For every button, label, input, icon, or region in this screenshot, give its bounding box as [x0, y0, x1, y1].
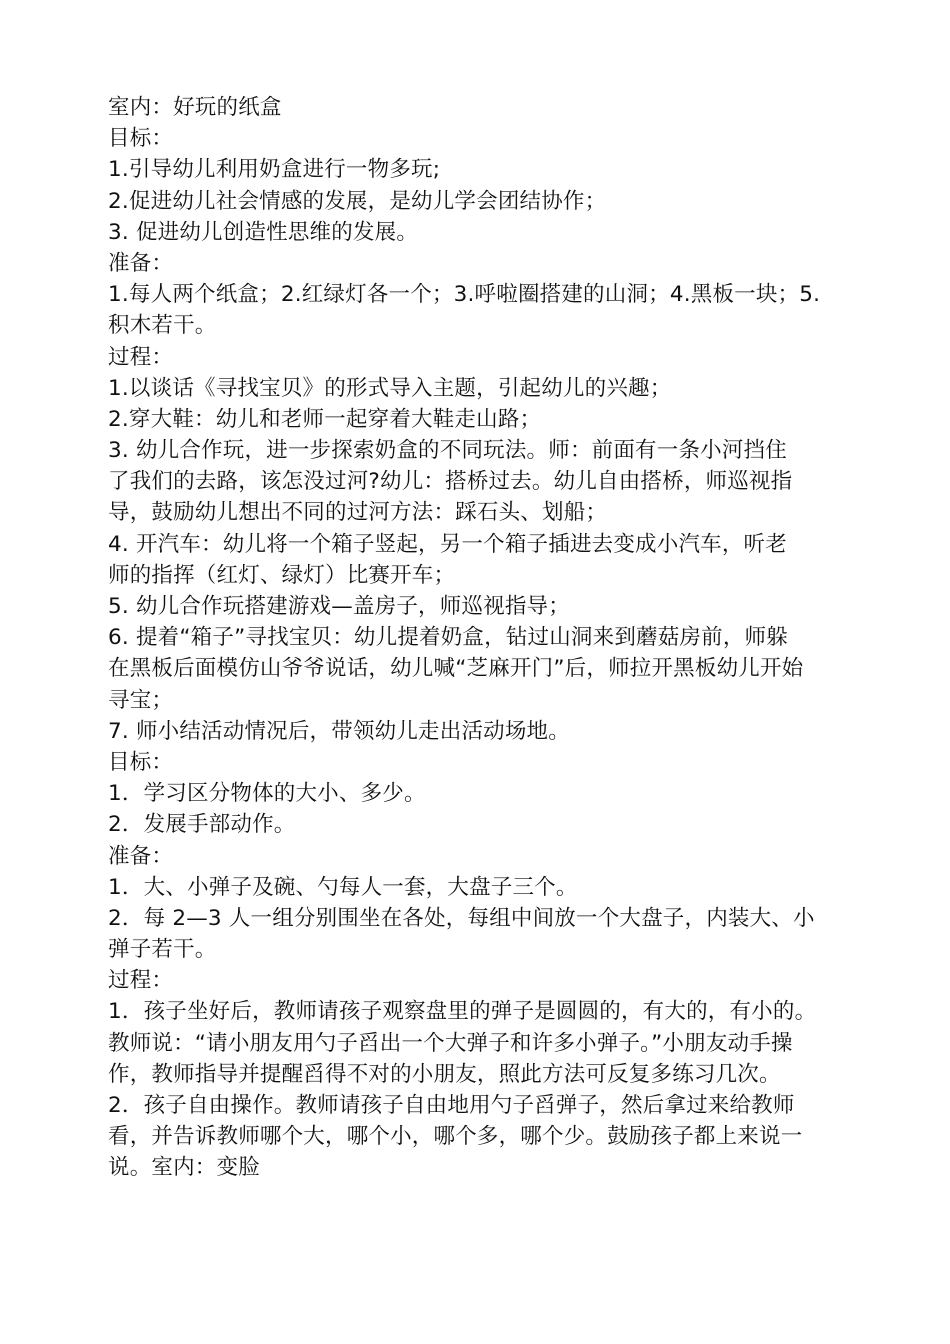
text-line: 2.穿大鞋：幼儿和老师一起穿着大鞋走山路； — [108, 406, 542, 432]
text-line: 在黑板后面模仿山爷爷说话，幼儿喊“芝麻开门”后，师拉开黑板幼儿开始 — [108, 656, 804, 682]
text-line: 6. 提着“箱子”寻找宝贝：幼儿提着奶盒，钻过山洞来到蘑菇房前，师躲 — [108, 625, 788, 651]
text-line: 1．孩子坐好后，教师请孩子观察盘里的弹子是圆圆的，有大的，有小的。 — [108, 999, 817, 1025]
text-line: 积木若干。 — [108, 313, 217, 339]
text-line: 4. 开汽车：幼儿将一个箱子竖起，另一个箱子插进去变成小汽车，听老 — [108, 531, 787, 557]
text-line: 1．学习区分物体的大小、多少。 — [108, 781, 426, 807]
text-line: 1.以谈话《寻找宝贝》的形式导入主题，引起幼儿的兴趣； — [108, 375, 672, 401]
text-line: 准备： — [108, 843, 174, 869]
text-line: 寻宝； — [108, 687, 174, 713]
text-line: 过程： — [108, 968, 174, 994]
text-line: 说。室内：变脸 — [108, 1155, 260, 1181]
text-line: 1．大、小弹子及碗、勺每人一套，大盘子三个。 — [108, 874, 578, 900]
text-line: 目标： — [108, 126, 174, 152]
text-line: 了我们的去路，该怎没过河?幼儿：搭桥过去。幼儿自由搭桥，师巡视指 — [108, 469, 793, 495]
text-line: 准备： — [108, 250, 174, 276]
text-line: 2．发展手部动作。 — [108, 812, 296, 838]
text-line: 1.每人两个纸盒；2.红绿灯各一个；3.呼啦圈搭建的山洞；4.黑板一块；5. — [108, 282, 821, 308]
text-line: 室内：好玩的纸盒 — [108, 95, 282, 120]
text-line: 3. 幼儿合作玩，进一步探索奶盒的不同玩法。师：前面有一条小河挡住 — [108, 438, 787, 464]
text-line: 7. 师小结活动情况后，带领幼儿走出活动场地。 — [108, 718, 570, 744]
text-line: 2.促进幼儿社会情感的发展，是幼儿学会团结协作； — [108, 188, 607, 214]
text-line: 过程： — [108, 344, 174, 370]
text-line: 弹子若干。 — [108, 937, 217, 963]
text-line: 目标： — [108, 749, 174, 775]
text-line: 导，鼓励幼儿想出不同的过河方法：踩石头、划船； — [108, 500, 608, 526]
text-line: 教师说：“请小朋友用勺子舀出一个大弹子和许多小弹子。”小朋友动手操 — [108, 1030, 793, 1056]
text-line: 5. 幼儿合作玩搭建游戏—盖房子，师巡视指导； — [108, 594, 570, 619]
document-body — [108, 92, 868, 1184]
text-line: 3. 促进幼儿创造性思维的发展。 — [108, 219, 419, 245]
text-line: 师的指挥（红灯、绿灯）比赛开车； — [108, 562, 456, 588]
text-line: 2．每 2—3 人一组分别围坐在各处，每组中间放一个大盘子，内装大、小 — [108, 905, 815, 931]
text-line: 作，教师指导并提醒舀得不对的小朋友，照此方法可反复多练习几次。 — [108, 1061, 781, 1087]
text-line: 1.引导幼儿利用奶盒进行一物多玩; — [108, 157, 441, 183]
text-line: 看，并告诉教师哪个大，哪个小，哪个多，哪个少。鼓励孩子都上来说一 — [108, 1124, 803, 1150]
text-line: 2．孩子自由操作。教师请孩子自由地用勺子舀弹子，然后拿过来给教师 — [108, 1093, 795, 1118]
